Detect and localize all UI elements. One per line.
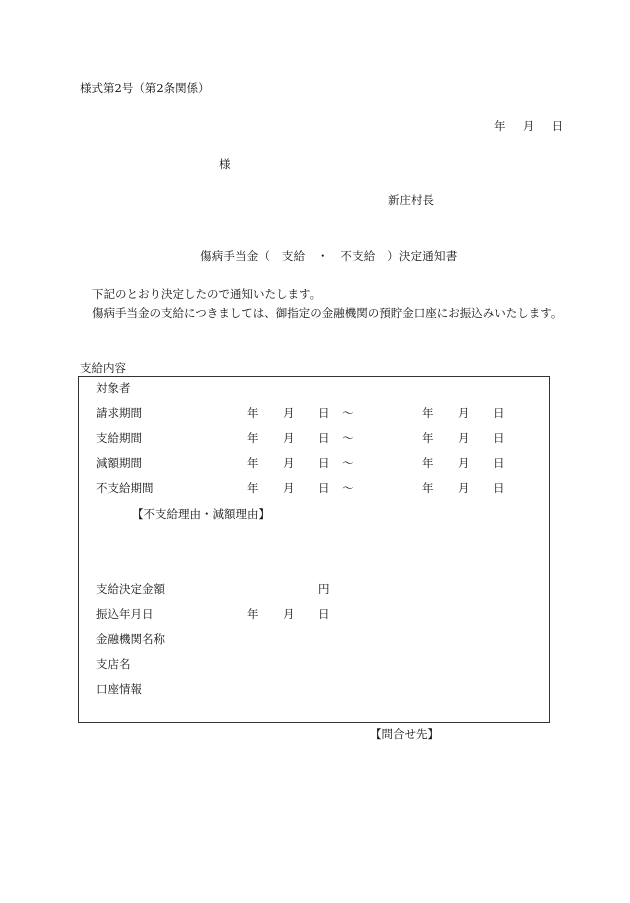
form-number: 様式第2号（第2条関係）	[80, 81, 210, 95]
document-title: 傷病手当金（ 支給 ・ 不支給 ）決定通知書	[200, 249, 458, 263]
amount-unit: 円	[318, 582, 330, 596]
period-start-year: 年	[247, 431, 259, 445]
target-person-label: 対象者	[96, 381, 131, 395]
period-start-day: 日	[318, 481, 330, 495]
inquiry-label: 【問合せ先】	[370, 727, 439, 741]
period-start-month: 月	[283, 431, 295, 445]
transfer-year: 年	[247, 607, 259, 621]
section-label: 支給内容	[80, 361, 126, 375]
period-start-month: 月	[283, 456, 295, 470]
issue-date-month: 月	[522, 119, 535, 133]
period-start-month: 月	[283, 406, 295, 420]
period-tilde: 〜	[342, 406, 354, 420]
body-text-line-2: 傷病手当金の支給につきましては、御指定の金融機関の預貯金口座にお振込みいたします。	[92, 306, 563, 320]
period-end-year: 年	[422, 431, 434, 445]
issue-date	[494, 119, 563, 133]
bank-name-label: 金融機関名称	[96, 632, 165, 646]
period-label: 支給期間	[96, 431, 142, 445]
issue-date-day: 日	[551, 119, 564, 133]
period-end-day: 日	[493, 456, 505, 470]
reason-heading: 【不支給理由・減額理由】	[132, 507, 270, 521]
period-label: 減額期間	[96, 456, 142, 470]
period-end-day: 日	[493, 431, 505, 445]
amount-label: 支給決定金額	[96, 582, 165, 596]
transfer-day: 日	[318, 607, 330, 621]
transfer-date-label: 振込年月日	[96, 607, 154, 621]
period-end-year: 年	[422, 456, 434, 470]
body-text-line-1: 下記のとおり決定したので通知いたします。	[92, 287, 322, 301]
sender-name: 新庄村長	[388, 193, 434, 207]
period-label: 請求期間	[96, 406, 142, 420]
period-end-day: 日	[493, 481, 505, 495]
period-end-year: 年	[422, 406, 434, 420]
period-end-year: 年	[422, 481, 434, 495]
branch-label: 支店名	[96, 657, 131, 671]
transfer-month: 月	[283, 607, 295, 621]
period-start-month: 月	[283, 481, 295, 495]
period-start-year: 年	[247, 481, 259, 495]
period-start-day: 日	[318, 456, 330, 470]
period-tilde: 〜	[342, 481, 354, 495]
recipient-honorific: 様	[219, 157, 231, 171]
period-start-day: 日	[318, 406, 330, 420]
period-end-day: 日	[493, 406, 505, 420]
period-start-year: 年	[247, 456, 259, 470]
period-end-month: 月	[458, 406, 470, 420]
period-end-month: 月	[458, 481, 470, 495]
period-end-month: 月	[458, 456, 470, 470]
period-start-day: 日	[318, 431, 330, 445]
period-end-month: 月	[458, 431, 470, 445]
payment-details-box	[78, 376, 550, 723]
issue-date-year: 年	[494, 119, 506, 133]
period-label: 不支給期間	[96, 481, 154, 495]
period-tilde: 〜	[342, 456, 354, 470]
period-tilde: 〜	[342, 431, 354, 445]
period-start-year: 年	[247, 406, 259, 420]
account-info-label: 口座情報	[96, 682, 142, 696]
